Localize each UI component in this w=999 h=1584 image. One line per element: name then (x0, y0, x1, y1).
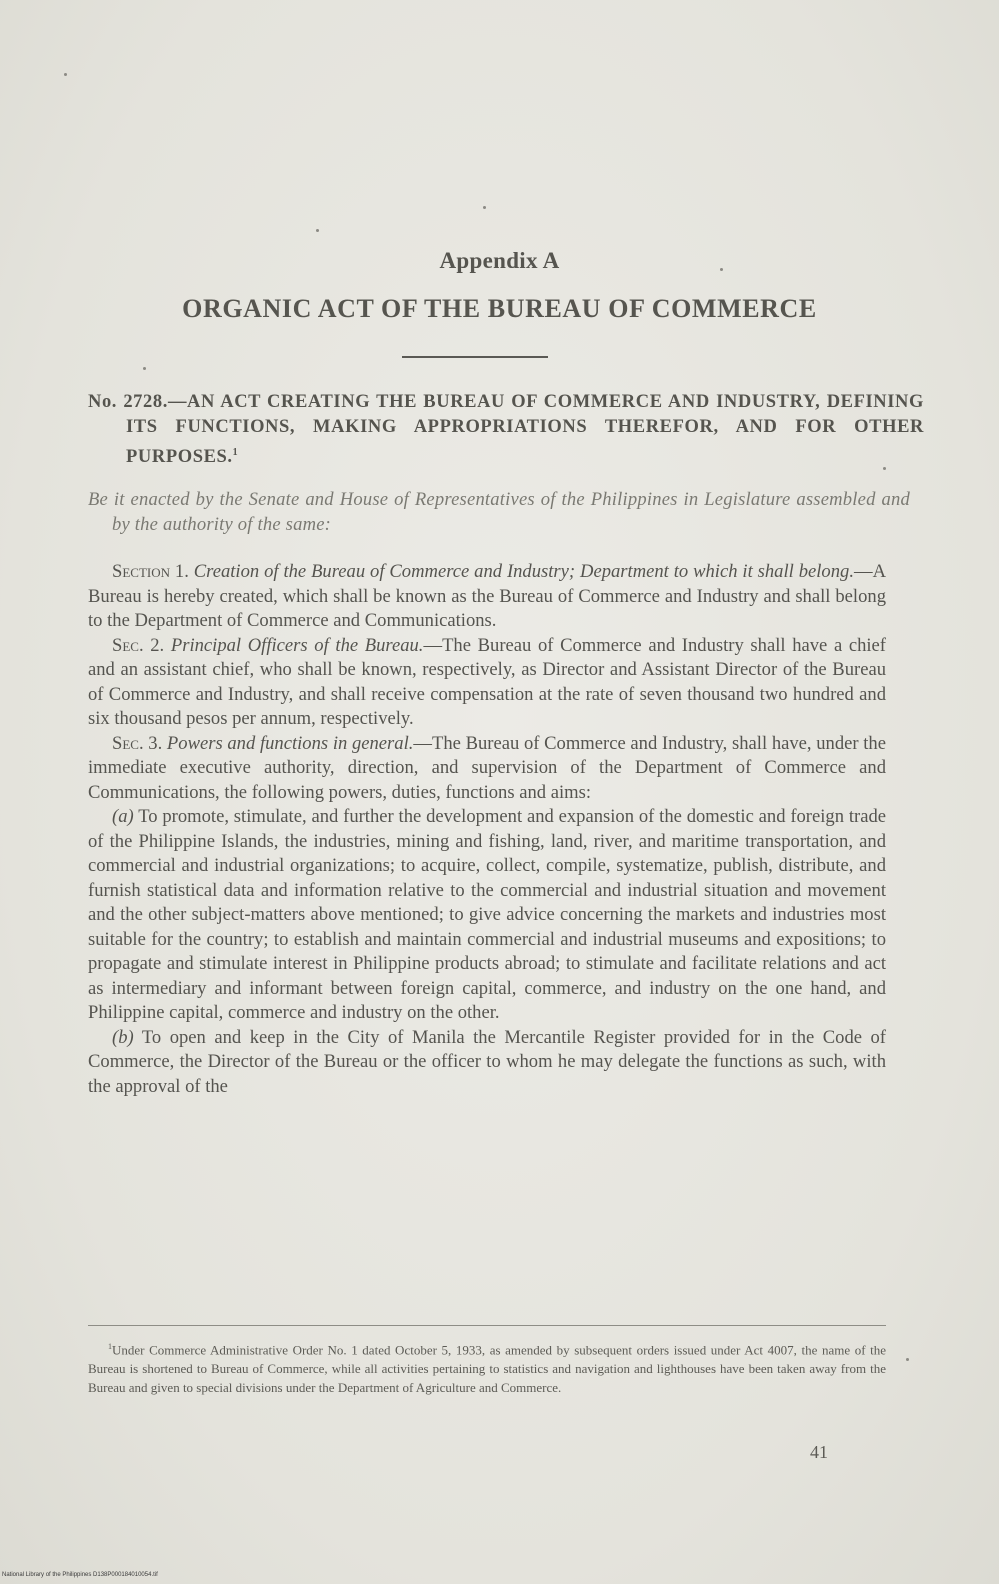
scan-speck (64, 73, 67, 76)
enacting-clause: Be it enacted by the Senate and House of Representatives of the Philippines in Legislature assembled and by the authority of the same: (88, 489, 910, 535)
scan-credit: National Library of the Philippines D138P000184010054.tif (2, 1572, 158, 1578)
footnote-text: Under Commerce Administrative Order No. 1 dated October 5, 1933, as amended by subsequent orders issued under Act 4007, the name of the Bureau is shortened to Bureau of Commerce, while all activities pertaining to statistics and navigation and lighthouses have been taken away from the Bureau and given to special divisions under the Department of Agriculture and Commerce. (88, 1342, 886, 1396)
scan-speck (143, 367, 146, 370)
section-3 (88, 732, 886, 806)
scan-speck (906, 1358, 909, 1361)
scan-speck (316, 229, 319, 232)
clause-text: To open and keep in the City of Manila the Mercantile Register provided for in the Code of Commerce, the Director of the Bureau or the officer to whom he may delegate the functions as such, with the approval of the (88, 1026, 886, 1097)
footnote-divider (88, 1325, 886, 1326)
section-heading: Powers and functions in general. (166, 732, 414, 754)
section-text: —The Bureau of Commerce and Industry, shall have, under the immediate executive authority, direction, and supervision of the Department of Commerce and Communications, the following powers, duties, functions and aims: (88, 732, 886, 803)
clause-a (88, 805, 886, 1026)
footnote (88, 1337, 886, 1397)
clause-b (88, 1026, 886, 1100)
act-title: ORGANIC ACT OF THE BUREAU OF COMMERCE (182, 294, 817, 323)
clause-text: To promote, stimulate, and further the development and expansion of the domestic and foreign trade of the Philippine Islands, the industries, mining and fishing, land, river, and maritime transportation, and commercial and industrial organizations; to acquire, collect, compile, systematize, publish, distribute, and furnish statistical data and information relative to the commercial and industrial situation and movement and the other subject-matters above mentioned; to give advice concerning the markets and industries most suitable for the country; to establish and maintain commercial and industrial museums and expositions; to propagate and stimulate interest in Philippine products abroad; to stimulate and facilitate relations and act as intermediary and informant between foreign capital, commerce, and industry on the one hand, and Philippine capital, commerce and industry on the other. (88, 806, 887, 1023)
act-heading-text: No. 2728.—AN ACT CREATING THE BUREAU OF COMMERCE AND INDUSTRY, DEFINING ITS FUNCTIONS, MAKING APPROPRIATIONS THEREFOR, AND FOR OTHER PURPOSES. (88, 392, 924, 468)
section-text: —The Bureau of Commerce and Industry shall have a chief and an assistant chief, who shall be known, respectively, as Director and Assistant Director of the Bureau of Commerce and Industry, and shall receive compensation at the rate of seven thousand two hundred and six thousand pesos per annum, respectively. (88, 634, 887, 729)
scan-speck (483, 206, 486, 209)
clause-label: (a) (112, 806, 134, 827)
footnote-marker: 1 (108, 1342, 112, 1351)
section-label: Sec. 2. (112, 634, 165, 656)
footnote-ref: 1 (232, 447, 239, 458)
act-heading (88, 390, 924, 470)
title-rule (402, 356, 548, 358)
section-label: Section 1. (112, 561, 189, 582)
page-number: 41 (810, 1442, 828, 1462)
appendix-title: Appendix A (439, 248, 560, 273)
section-2 (88, 634, 886, 732)
sections-body (88, 560, 886, 1099)
clause-label: (b) (112, 1026, 134, 1048)
section-text: —A Bureau is hereby created, which shall be known as the Bureau of Commerce and Industry and shall belong to the Department of Commerce and Communications. (88, 561, 887, 631)
section-heading: Principal Officers of the Bureau. (170, 634, 424, 656)
section-1 (88, 560, 886, 634)
section-label: Sec. 3. (112, 732, 163, 754)
section-heading: Creation of the Bureau of Commerce and Industry; Department to which it shall belong. (193, 561, 854, 582)
